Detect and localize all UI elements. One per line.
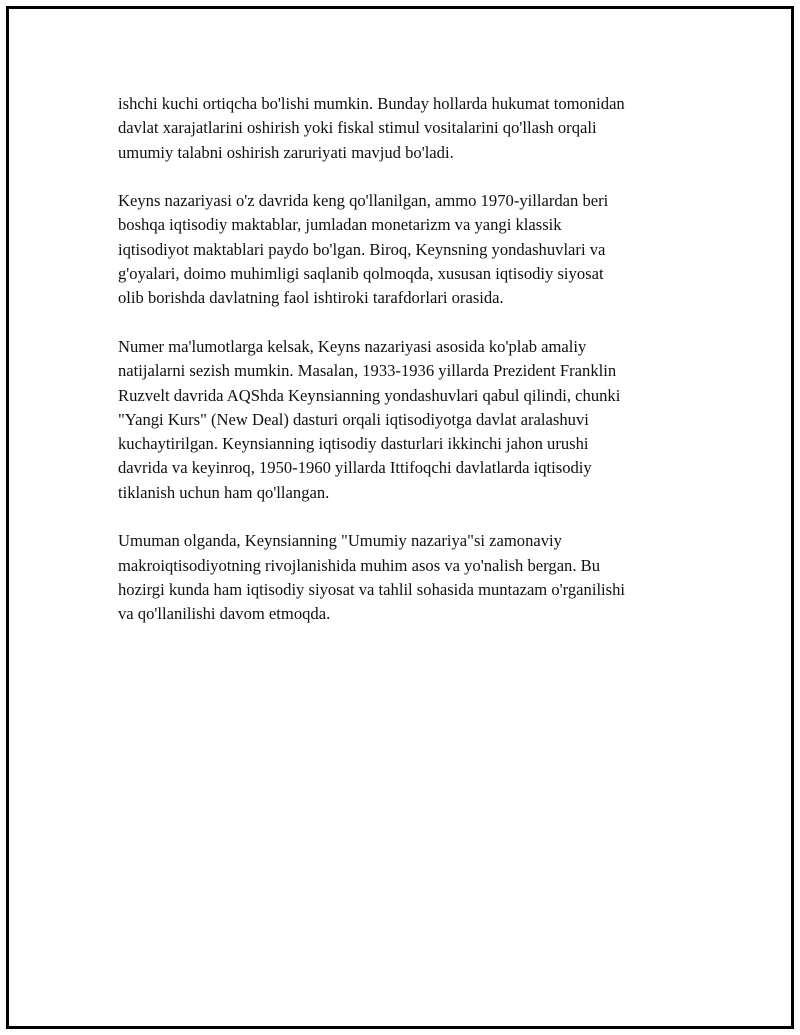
paragraph-4: [118, 529, 698, 626]
paragraph-2: [118, 189, 698, 310]
text-line: umumiy talabni oshirish zaruriyati mavjud bo'ladi.: [118, 142, 454, 162]
text-line: Keyns nazariyasi o'z davrida keng qo'llanilgan, ammo 1970-yillardan beri: [118, 191, 609, 211]
text-line: "Yangi Kurs" (New Deal) dasturi orqali iqtisodiyotga davlat aralashuvi: [118, 409, 589, 429]
text-line: tiklanish uchun ham qo'llangan.: [118, 482, 330, 502]
text-line: davlat xarajatlarini oshirish yoki fiskal stimul vositalarini qo'llash orqali: [118, 118, 597, 138]
text-line: Umuman olganda, Keynsianning "Umumiy nazariya"si zamonaviy: [118, 531, 562, 551]
text-line: natijalarni sezish mumkin. Masalan, 1933-1936 yillarda Prezident Franklin: [118, 361, 617, 381]
text-line: Ruzvelt davrida AQShda Keynsianning yondashuvlari qabul qilindi, chunki: [118, 385, 621, 405]
text-line: boshqa iqtisodiy maktablar, jumladan monetarizm va yangi klassik: [118, 215, 562, 235]
text-line: hozirgi kunda ham iqtisodiy siyosat va tahlil sohasida muntazam o'rganilishi: [118, 579, 626, 599]
document-body: [118, 92, 698, 651]
text-line: Numer ma'lumotlarga kelsak, Keyns nazariyasi asosida ko'plab amaliy: [118, 336, 587, 356]
text-line: olib borishda davlatning faol ishtiroki tarafdorlari orasida.: [118, 288, 504, 308]
text-line: iqtisodiyot maktablari paydo bo'lgan. Biroq, Keynsning yondashuvlari va: [118, 239, 606, 259]
text-line: g'oyalari, doimo muhimligi saqlanib qolmoqda, xususan iqtisodiy siyosat: [118, 264, 604, 284]
paragraph-3: [118, 335, 698, 505]
text-line: davrida va keyinroq, 1950-1960 yillarda Ittifoqchi davlatlarda iqtisodiy: [118, 458, 592, 478]
text-line: makroiqtisodiyotning rivojlanishida muhim asos va yo'nalish bergan. Bu: [118, 555, 601, 575]
text-line: kuchaytirilgan. Keynsianning iqtisodiy dasturlari ikkinchi jahon urushi: [118, 434, 589, 454]
text-line: va qo'llanilishi davom etmoqda.: [118, 604, 331, 624]
text-line: ishchi kuchi ortiqcha bo'lishi mumkin. Bunday hollarda hukumat tomonidan: [118, 94, 625, 113]
paragraph-1: [118, 92, 698, 165]
